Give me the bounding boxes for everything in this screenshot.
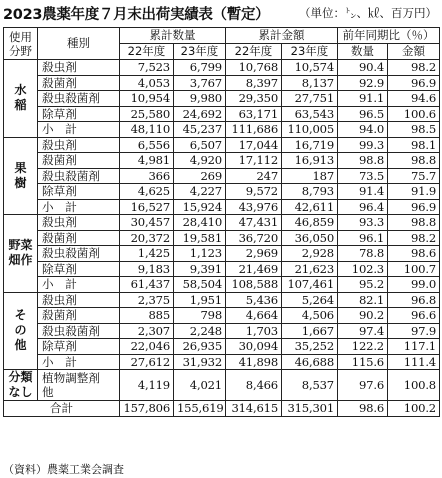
cell-yoy-amount: 98.8 bbox=[388, 153, 440, 169]
cell-amount-23: 46,688 bbox=[282, 354, 338, 370]
cell-qty-22: 48,110 bbox=[120, 122, 174, 138]
category-label-line: 他 bbox=[14, 338, 27, 353]
cell-amount-23: 46,859 bbox=[282, 215, 338, 231]
cell-qty-22: 4,119 bbox=[120, 370, 174, 401]
cell-qty-22: 2,375 bbox=[120, 292, 174, 308]
cell-qty-22: 4,981 bbox=[120, 153, 174, 169]
cell-yoy-qty: 96.4 bbox=[338, 199, 388, 215]
cell-qty-23: 9,980 bbox=[174, 91, 226, 107]
cell-qty-23: 2,248 bbox=[174, 323, 226, 339]
cell-qty-23: 6,507 bbox=[174, 137, 226, 153]
type-cell: 除草剤 bbox=[38, 339, 120, 355]
cell-amount-22: 43,976 bbox=[226, 199, 282, 215]
cell-qty-22: 25,580 bbox=[120, 106, 174, 122]
header-cumulative-amount: 累計金額 bbox=[226, 28, 338, 44]
table-row bbox=[4, 106, 440, 122]
cell-qty-23: 4,021 bbox=[174, 370, 226, 401]
cell-amount-23: 2,928 bbox=[282, 246, 338, 262]
table-row bbox=[4, 246, 440, 262]
cell-yoy-qty: 98.8 bbox=[338, 153, 388, 169]
header-row-1 bbox=[4, 28, 440, 44]
cell-amount-22: 47,431 bbox=[226, 215, 282, 231]
title-row bbox=[3, 2, 439, 24]
cell-yoy-qty: 96.1 bbox=[338, 230, 388, 246]
cell-qty-23: 1,123 bbox=[174, 246, 226, 262]
category-label-line: 畑作 bbox=[8, 253, 33, 268]
cell-yoy-amount: 91.9 bbox=[388, 184, 440, 200]
header-yoy-amount: 金額 bbox=[388, 44, 440, 60]
table-body bbox=[4, 60, 440, 417]
cell-amount-23: 8,137 bbox=[282, 75, 338, 91]
cell-qty-22: 1,425 bbox=[120, 246, 174, 262]
cell-amount-23: 42,611 bbox=[282, 199, 338, 215]
cell-amount-22: 108,588 bbox=[226, 277, 282, 293]
category-label-line: 野菜 bbox=[8, 238, 33, 253]
category-label-line: 果 bbox=[14, 160, 27, 175]
cell-qty-23: 31,932 bbox=[174, 354, 226, 370]
type-cell: 小 計 bbox=[38, 354, 120, 370]
category-cell bbox=[4, 215, 38, 293]
header-type: 種別 bbox=[38, 28, 120, 60]
cell-amount-23: 27,751 bbox=[282, 91, 338, 107]
category-cell bbox=[4, 370, 38, 401]
category-label-line: の bbox=[14, 323, 27, 338]
table-row bbox=[4, 184, 440, 200]
table-row bbox=[4, 153, 440, 169]
table-row bbox=[4, 230, 440, 246]
total-yoy-amount: 100.2 bbox=[388, 401, 440, 417]
header-amount-22: 22年度 bbox=[226, 44, 282, 60]
source-note: （資料）農薬工業会調査 bbox=[3, 463, 124, 476]
cell-yoy-amount: 98.6 bbox=[388, 246, 440, 262]
cell-yoy-amount: 96.6 bbox=[388, 308, 440, 324]
type-cell: 殺虫殺菌剤 bbox=[38, 91, 120, 107]
table-row bbox=[4, 308, 440, 324]
cell-amount-22: 36,720 bbox=[226, 230, 282, 246]
cell-amount-23: 21,623 bbox=[282, 261, 338, 277]
category-label-line: なし bbox=[8, 385, 33, 399]
type-cell: 小 計 bbox=[38, 122, 120, 138]
header-yoy-qty: 数量 bbox=[338, 44, 388, 60]
cell-qty-22: 61,437 bbox=[120, 277, 174, 293]
cell-qty-22: 16,527 bbox=[120, 199, 174, 215]
cell-amount-23: 10,574 bbox=[282, 60, 338, 76]
total-yoy-qty: 98.6 bbox=[338, 401, 388, 417]
cell-qty-22: 22,046 bbox=[120, 339, 174, 355]
cell-qty-23: 15,924 bbox=[174, 199, 226, 215]
table-row bbox=[4, 122, 440, 138]
type-cell: 殺虫殺菌剤 bbox=[38, 323, 120, 339]
cell-yoy-amount: 98.1 bbox=[388, 137, 440, 153]
table-row bbox=[4, 199, 440, 215]
cell-yoy-qty: 94.0 bbox=[338, 122, 388, 138]
cell-yoy-qty: 102.3 bbox=[338, 261, 388, 277]
cell-amount-23: 187 bbox=[282, 168, 338, 184]
cell-yoy-amount: 111.4 bbox=[388, 354, 440, 370]
cell-amount-23: 35,252 bbox=[282, 339, 338, 355]
type-cell: 除草剤 bbox=[38, 106, 120, 122]
header-category: 使用分野 bbox=[4, 28, 38, 60]
cell-yoy-amount: 100.8 bbox=[388, 370, 440, 401]
category-label-line: そ bbox=[14, 308, 27, 323]
cell-qty-23: 4,227 bbox=[174, 184, 226, 200]
cell-qty-23: 9,391 bbox=[174, 261, 226, 277]
units-note: （単位：㌧、㎘、百万円） bbox=[299, 6, 437, 20]
table-row bbox=[4, 168, 440, 184]
cell-qty-23: 798 bbox=[174, 308, 226, 324]
type-cell: 殺虫殺菌剤 bbox=[38, 168, 120, 184]
cell-qty-23: 6,799 bbox=[174, 60, 226, 76]
cell-yoy-qty: 115.6 bbox=[338, 354, 388, 370]
cell-yoy-amount: 96.9 bbox=[388, 199, 440, 215]
type-label-line: 植物調整剤 bbox=[42, 371, 100, 385]
cell-yoy-amount: 98.5 bbox=[388, 122, 440, 138]
cell-yoy-amount: 97.9 bbox=[388, 323, 440, 339]
cell-amount-23: 16,719 bbox=[282, 137, 338, 153]
cell-amount-22: 21,469 bbox=[226, 261, 282, 277]
cell-yoy-amount: 98.8 bbox=[388, 215, 440, 231]
type-cell bbox=[38, 370, 120, 401]
page-title: 2023農薬年度７月末出荷実績表（暫定） bbox=[3, 7, 270, 23]
cell-amount-22: 10,768 bbox=[226, 60, 282, 76]
cell-amount-23: 1,667 bbox=[282, 323, 338, 339]
type-cell: 殺菌剤 bbox=[38, 153, 120, 169]
cell-qty-23: 26,935 bbox=[174, 339, 226, 355]
category-cell bbox=[4, 60, 38, 138]
cell-amount-22: 2,969 bbox=[226, 246, 282, 262]
category-label-line: 稲 bbox=[14, 98, 27, 113]
cell-amount-22: 1,703 bbox=[226, 323, 282, 339]
table-row bbox=[4, 354, 440, 370]
cell-yoy-qty: 92.9 bbox=[338, 75, 388, 91]
cell-amount-23: 107,461 bbox=[282, 277, 338, 293]
cell-yoy-amount: 100.6 bbox=[388, 106, 440, 122]
category-cell bbox=[4, 137, 38, 215]
type-cell: 殺虫剤 bbox=[38, 215, 120, 231]
cell-yoy-qty: 122.2 bbox=[338, 339, 388, 355]
total-qty-22: 157,806 bbox=[120, 401, 174, 417]
type-cell: 殺虫剤 bbox=[38, 137, 120, 153]
cell-yoy-qty: 91.4 bbox=[338, 184, 388, 200]
cell-yoy-qty: 97.6 bbox=[338, 370, 388, 401]
cell-amount-23: 63,543 bbox=[282, 106, 338, 122]
cell-yoy-amount: 96.9 bbox=[388, 75, 440, 91]
cell-amount-23: 5,264 bbox=[282, 292, 338, 308]
cell-amount-22: 5,436 bbox=[226, 292, 282, 308]
category-label-line: 水 bbox=[14, 83, 27, 98]
cell-amount-23: 8,537 bbox=[282, 370, 338, 401]
cell-amount-23: 8,793 bbox=[282, 184, 338, 200]
type-cell: 殺菌剤 bbox=[38, 308, 120, 324]
table-row bbox=[4, 60, 440, 76]
cell-yoy-qty: 78.8 bbox=[338, 246, 388, 262]
table-row bbox=[4, 277, 440, 293]
cell-qty-22: 20,372 bbox=[120, 230, 174, 246]
cell-qty-22: 6,556 bbox=[120, 137, 174, 153]
cell-qty-23: 45,237 bbox=[174, 122, 226, 138]
header-yoy: 前年同期比（％） bbox=[338, 28, 440, 44]
cell-yoy-amount: 98.2 bbox=[388, 60, 440, 76]
cell-amount-22: 9,572 bbox=[226, 184, 282, 200]
cell-qty-22: 7,523 bbox=[120, 60, 174, 76]
cell-qty-23: 19,581 bbox=[174, 230, 226, 246]
type-cell: 殺虫剤 bbox=[38, 292, 120, 308]
header-qty-23: 23年度 bbox=[174, 44, 226, 60]
cell-amount-23: 16,913 bbox=[282, 153, 338, 169]
cell-qty-23: 58,504 bbox=[174, 277, 226, 293]
cell-qty-23: 4,920 bbox=[174, 153, 226, 169]
cell-qty-22: 885 bbox=[120, 308, 174, 324]
cell-yoy-amount: 98.2 bbox=[388, 230, 440, 246]
header-cumulative-qty: 累計数量 bbox=[120, 28, 226, 44]
cell-yoy-qty: 96.5 bbox=[338, 106, 388, 122]
table-row bbox=[4, 292, 440, 308]
cell-yoy-qty: 82.1 bbox=[338, 292, 388, 308]
category-label-line: 樹 bbox=[14, 175, 27, 190]
cell-qty-22: 4,053 bbox=[120, 75, 174, 91]
type-cell: 殺菌剤 bbox=[38, 230, 120, 246]
header-qty-22: 22年度 bbox=[120, 44, 174, 60]
header-amount-23: 23年度 bbox=[282, 44, 338, 60]
cell-amount-22: 8,397 bbox=[226, 75, 282, 91]
total-qty-23: 155,619 bbox=[174, 401, 226, 417]
cell-qty-22: 2,307 bbox=[120, 323, 174, 339]
cell-yoy-qty: 90.4 bbox=[338, 60, 388, 76]
cell-yoy-amount: 96.8 bbox=[388, 292, 440, 308]
type-cell: 除草剤 bbox=[38, 184, 120, 200]
cell-yoy-qty: 97.4 bbox=[338, 323, 388, 339]
shipment-table bbox=[3, 27, 440, 417]
total-row bbox=[4, 401, 440, 417]
table-row bbox=[4, 137, 440, 153]
table-row bbox=[4, 261, 440, 277]
category-label-line: 分類 bbox=[8, 370, 33, 384]
cell-qty-22: 10,954 bbox=[120, 91, 174, 107]
cell-amount-23: 110,005 bbox=[282, 122, 338, 138]
total-amount-23: 315,301 bbox=[282, 401, 338, 417]
cell-amount-22: 17,044 bbox=[226, 137, 282, 153]
cell-amount-23: 36,050 bbox=[282, 230, 338, 246]
cell-amount-22: 17,112 bbox=[226, 153, 282, 169]
cell-yoy-qty: 99.3 bbox=[338, 137, 388, 153]
cell-amount-22: 247 bbox=[226, 168, 282, 184]
cell-amount-23: 4,506 bbox=[282, 308, 338, 324]
cell-qty-23: 269 bbox=[174, 168, 226, 184]
table-row bbox=[4, 339, 440, 355]
cell-amount-22: 63,171 bbox=[226, 106, 282, 122]
table-row bbox=[4, 215, 440, 231]
cell-qty-23: 1,951 bbox=[174, 292, 226, 308]
cell-qty-22: 9,183 bbox=[120, 261, 174, 277]
cell-yoy-qty: 93.3 bbox=[338, 215, 388, 231]
cell-qty-23: 28,410 bbox=[174, 215, 226, 231]
cell-yoy-qty: 95.2 bbox=[338, 277, 388, 293]
cell-qty-23: 24,692 bbox=[174, 106, 226, 122]
cell-qty-22: 30,457 bbox=[120, 215, 174, 231]
type-cell: 小 計 bbox=[38, 277, 120, 293]
cell-yoy-amount: 100.7 bbox=[388, 261, 440, 277]
cell-yoy-amount: 75.7 bbox=[388, 168, 440, 184]
type-cell: 殺菌剤 bbox=[38, 75, 120, 91]
type-cell: 殺虫殺菌剤 bbox=[38, 246, 120, 262]
cell-yoy-amount: 99.0 bbox=[388, 277, 440, 293]
cell-yoy-amount: 117.1 bbox=[388, 339, 440, 355]
cell-amount-22: 8,466 bbox=[226, 370, 282, 401]
table-row bbox=[4, 370, 440, 401]
type-cell: 除草剤 bbox=[38, 261, 120, 277]
type-label-line: 他 bbox=[42, 385, 54, 399]
cell-yoy-qty: 90.2 bbox=[338, 308, 388, 324]
total-amount-22: 314,615 bbox=[226, 401, 282, 417]
table-row bbox=[4, 91, 440, 107]
cell-yoy-qty: 73.5 bbox=[338, 168, 388, 184]
cell-yoy-qty: 91.1 bbox=[338, 91, 388, 107]
cell-qty-22: 4,625 bbox=[120, 184, 174, 200]
cell-qty-22: 366 bbox=[120, 168, 174, 184]
type-cell: 殺虫剤 bbox=[38, 60, 120, 76]
cell-amount-22: 4,664 bbox=[226, 308, 282, 324]
table-row bbox=[4, 75, 440, 91]
cell-amount-22: 111,686 bbox=[226, 122, 282, 138]
cell-amount-22: 30,094 bbox=[226, 339, 282, 355]
cell-qty-22: 27,612 bbox=[120, 354, 174, 370]
category-cell bbox=[4, 292, 38, 370]
type-cell: 小 計 bbox=[38, 199, 120, 215]
cell-amount-22: 29,350 bbox=[226, 91, 282, 107]
cell-amount-22: 41,898 bbox=[226, 354, 282, 370]
total-label: 合計 bbox=[4, 401, 120, 417]
cell-yoy-amount: 94.6 bbox=[388, 91, 440, 107]
cell-qty-23: 3,767 bbox=[174, 75, 226, 91]
table-row bbox=[4, 323, 440, 339]
